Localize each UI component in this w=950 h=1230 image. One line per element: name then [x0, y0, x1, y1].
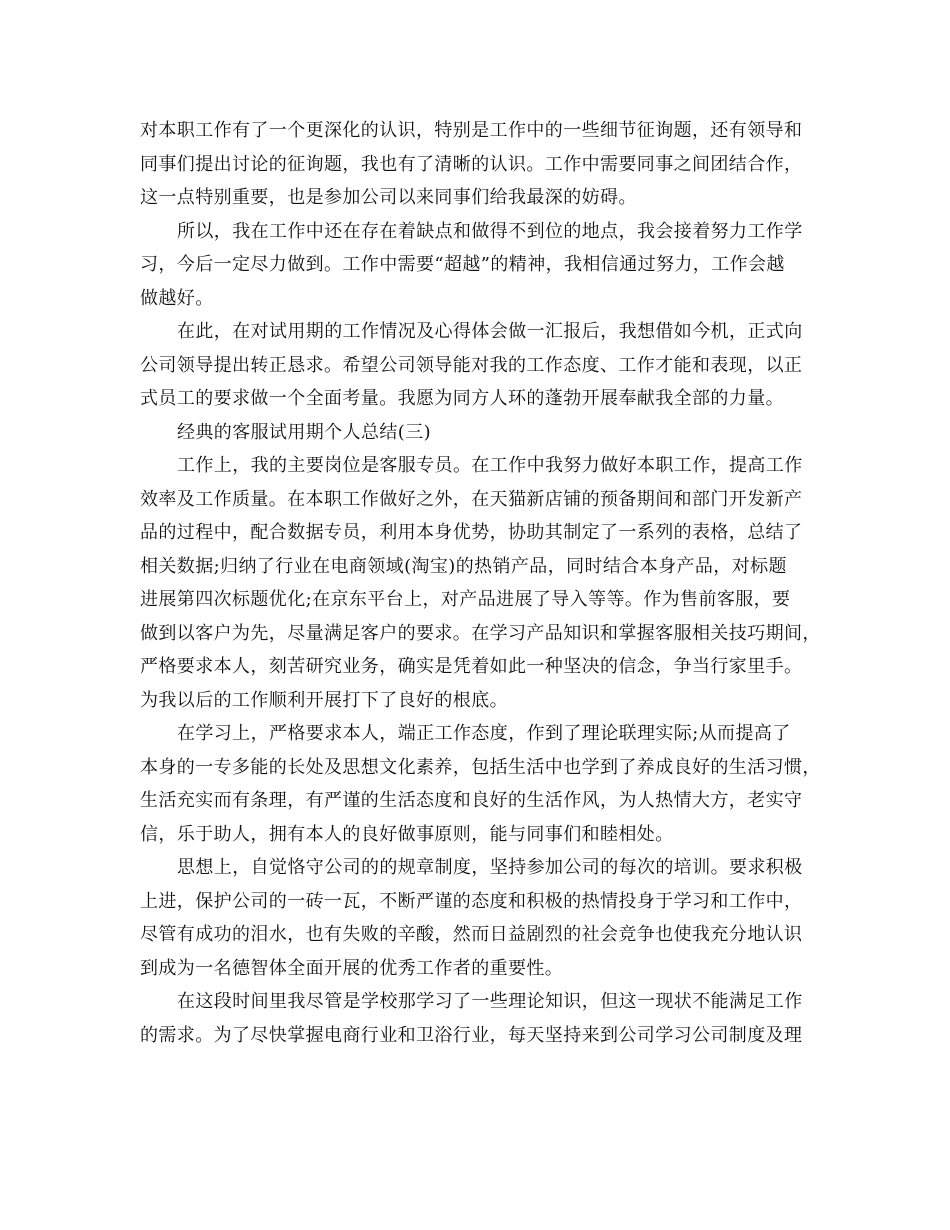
- section-heading: 经典的客服试用期个人总结(三): [177, 421, 432, 443]
- text-line: 相关数据;归纳了行业在电商领域(淘宝)的热销产品，同时结合本身产品，对标题: [140, 555, 787, 577]
- text-line: 做越好。: [140, 287, 214, 309]
- document-body: [140, 114, 820, 1052]
- text-line: 式员工的要求做一个全面考量。我愿为同方人环的蓬勃开展奉献我全部的力量。: [140, 388, 784, 409]
- text-line: 在此，在对试用期的工作情况及心得体会做一汇报后，我想借如今机，正式向: [177, 321, 803, 342]
- text-line: 在这段时间里我尽管是学校那学习了一些理论知识，但这一现状不能满足工作: [177, 991, 803, 1012]
- text-line: 为我以后的工作顺利开展打下了良好的根底。: [140, 689, 508, 711]
- text-line: 生活充实而有条理，有严谨的生活态度和良好的生活作风，为人热情大方，老实守: [140, 790, 803, 811]
- text-line: 思想上，自觉恪守公司的的规章制度，坚持参加公司的每次的培训。要求积极: [177, 857, 803, 878]
- text-line: 习，今后一定尽力做到。工作中需要“超越”的精神，我相信通过努力，工作会越: [140, 254, 785, 275]
- text-line: 公司领导提出转正恳求。希望公司领导能对我的工作态度、工作才能和表现，以正: [140, 354, 803, 376]
- text-line: 所以，我在工作中还在存在着缺点和做得不到位的地点，我会接着努力工作学: [177, 220, 803, 242]
- text-line: 信，乐于助人，拥有本人的良好做事原则，能与同事们和睦相处。: [140, 823, 674, 845]
- text-line: 的需求。为了尽快掌握电商行业和卫浴行业，每天坚持来到公司学习公司制度及理: [140, 1024, 803, 1046]
- text-line: 本身的一专多能的长处及思想文化素养，包括生活中也学到了养成良好的生活习惯，: [140, 756, 821, 778]
- text-line: 尽管有成功的泪水，也有失败的辛酸，然而日益剧烈的社会竞争也使我充分地认识: [140, 924, 803, 945]
- text-line: 品的过程中，配合数据专员，利用本身优势，协助其制定了一系列的表格，总结了: [140, 522, 803, 543]
- text-line: 同事们提出讨论的征询题，我也有了清晰的认识。工作中需要同事之间团结合作，: [140, 153, 803, 175]
- text-line: 对本职工作有了一个更深化的认识，特别是工作中的一些细节征询题，还有领导和: [140, 120, 803, 141]
- text-line: 这一点特别重要，也是参加公司以来同事们给我最深的妨碍。: [140, 187, 637, 208]
- text-line: 工作上，我的主要岗位是客服专员。在工作中我努力做好本职工作，提高工作: [177, 455, 803, 476]
- text-line: 到成为一名德智体全面开展的优秀工作者的重要性。: [140, 957, 564, 979]
- text-line: 进展第四次标题优化;在京东平台上，对产品进展了导入等等。作为售前客服，要: [140, 589, 791, 610]
- text-line: 严格要求本人，刻苦研究业务，确实是凭着如此一种坚决的信念，争当行家里手。: [140, 656, 803, 677]
- text-line: 在学习上，严格要求本人，端正工作态度，作到了理论联理实际;从而提高了: [177, 723, 791, 744]
- text-line: 做到以客户为先，尽量满足客户的要求。在学习产品知识和掌握客服相关技巧期间，: [140, 622, 821, 644]
- text-line: 效率及工作质量。在本职工作做好之外，在天猫新店铺的预备期间和部门开发新产: [140, 488, 803, 510]
- text-line: 上进，保护公司的一砖一瓦，不断严谨的态度和积极的热情投身于学习和工作中，: [140, 890, 803, 912]
